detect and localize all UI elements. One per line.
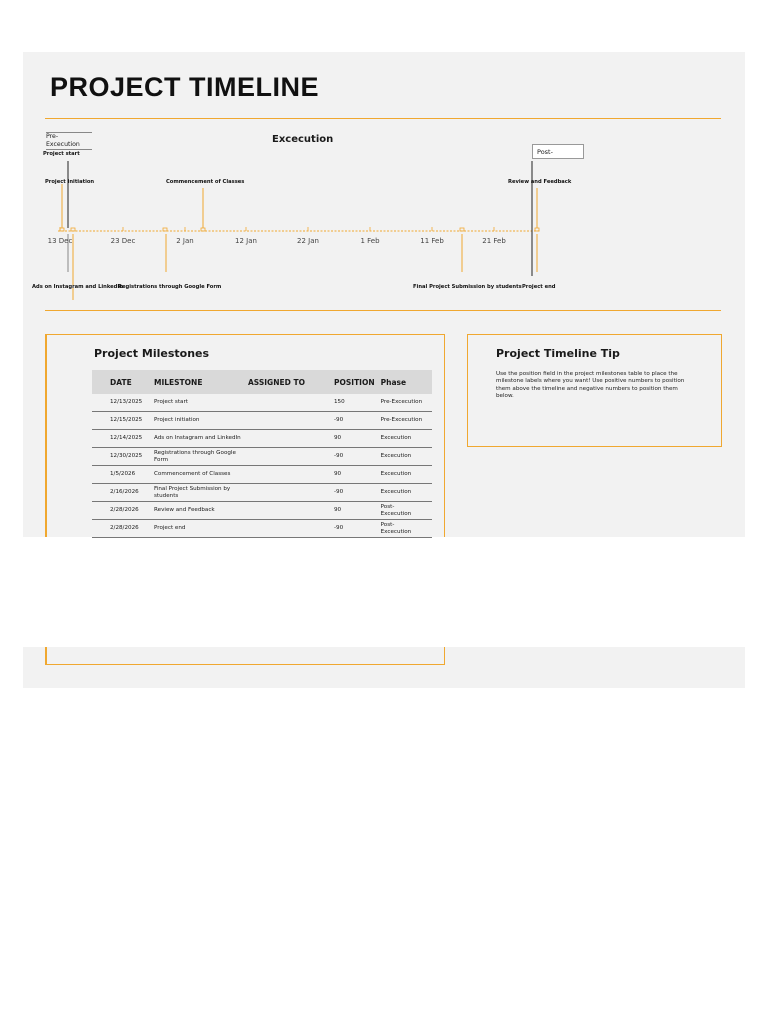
phase-label-pre-execution: Pre- Excecution xyxy=(46,132,92,150)
tick-label: 2 Jan xyxy=(176,237,194,245)
cell-milestone[interactable]: Review and Feedback xyxy=(148,502,242,520)
column-header-milestone[interactable]: MILESTONE xyxy=(148,370,242,394)
cell-date[interactable]: 12/30/2025 xyxy=(92,448,148,466)
cell-milestone[interactable]: Registrations through Google Form xyxy=(148,448,242,466)
cell-date[interactable]: 2/16/2026 xyxy=(92,484,148,502)
column-header-phase[interactable]: Phase xyxy=(375,370,432,394)
title-divider xyxy=(45,118,721,119)
cell-position[interactable]: -90 xyxy=(328,448,375,466)
cell-date[interactable]: 12/13/2025 xyxy=(92,394,148,412)
cell-assigned-to[interactable] xyxy=(242,520,328,538)
cell-milestone[interactable]: Final Project Submission by students xyxy=(148,484,242,502)
phase-label-post-execution: Post- xyxy=(532,144,584,159)
tick-label: 13 Dec xyxy=(47,237,73,245)
cell-date[interactable]: 12/14/2025 xyxy=(92,430,148,448)
tick-label: 23 Dec xyxy=(110,237,136,245)
cell-position[interactable]: 90 xyxy=(328,466,375,484)
tick-label: 12 Jan xyxy=(235,237,257,245)
milestone-label-commencement: Commencement of Classes xyxy=(166,179,245,185)
cell-milestone[interactable]: Project start xyxy=(148,394,242,412)
page-title: PROJECT TIMELINE xyxy=(50,72,320,102)
cell-date[interactable]: 12/15/2025 xyxy=(92,412,148,430)
milestone-label-ads: Ads on Instagram and LinkedIn xyxy=(32,284,124,290)
tip-panel-title: Project Timeline Tip xyxy=(496,347,620,360)
cell-position[interactable]: 150 xyxy=(328,394,375,412)
cell-date[interactable]: 2/28/2026 xyxy=(92,520,148,538)
cell-phase[interactable]: Pre-Excecution xyxy=(375,394,432,412)
cell-milestone[interactable]: Project initiation xyxy=(148,412,242,430)
table-row[interactable] xyxy=(92,484,432,502)
timeline-tick-marks xyxy=(60,227,494,231)
cell-milestone[interactable]: Ads on Instagram and LinkedIn xyxy=(148,430,242,448)
cell-phase[interactable]: Post- Excecution xyxy=(375,502,432,520)
milestone-label-registrations: Registrations through Google Form xyxy=(118,284,222,290)
table-row[interactable] xyxy=(92,466,432,484)
cell-date[interactable]: 1/5/2026 xyxy=(92,466,148,484)
tick-label: 21 Feb xyxy=(482,237,506,245)
cell-assigned-to[interactable] xyxy=(242,466,328,484)
milestone-label-review: Review and Feedback xyxy=(508,179,572,185)
cell-phase[interactable]: Excecution xyxy=(375,448,432,466)
cell-position[interactable]: -90 xyxy=(328,484,375,502)
milestones-panel-accent-lower xyxy=(45,647,47,665)
column-header-assigned-to[interactable]: ASSIGNED TO xyxy=(242,370,328,394)
cell-assigned-to[interactable] xyxy=(242,394,328,412)
milestones-table xyxy=(92,370,432,538)
cell-assigned-to[interactable] xyxy=(242,448,328,466)
table-row[interactable] xyxy=(92,430,432,448)
tick-label: 22 Jan xyxy=(297,237,319,245)
cell-assigned-to[interactable] xyxy=(242,502,328,520)
tip-panel xyxy=(467,334,722,447)
table-row[interactable] xyxy=(92,394,432,412)
timeline-svg xyxy=(23,120,745,310)
table-row[interactable] xyxy=(92,412,432,430)
cell-assigned-to[interactable] xyxy=(242,484,328,502)
cell-milestone[interactable]: Commencement of Classes xyxy=(148,466,242,484)
milestone-label-project-end: Project end xyxy=(522,284,556,290)
cell-phase[interactable]: Excecution xyxy=(375,430,432,448)
column-header-date[interactable]: DATE xyxy=(92,370,148,394)
table-row[interactable] xyxy=(92,502,432,520)
cell-phase[interactable]: Pre-Excecution xyxy=(375,412,432,430)
tick-label: 11 Feb xyxy=(420,237,444,245)
cell-assigned-to[interactable] xyxy=(242,412,328,430)
cell-phase[interactable]: Excecution xyxy=(375,466,432,484)
milestone-label-final-submission: Final Project Submission by students xyxy=(413,284,522,290)
milestone-label-project-initiation: Project initiation xyxy=(45,179,95,185)
phase-label-execution: Excecution xyxy=(272,134,334,145)
cell-position[interactable]: 90 xyxy=(328,430,375,448)
cell-position[interactable]: 90 xyxy=(328,502,375,520)
cell-assigned-to[interactable] xyxy=(242,430,328,448)
milestone-label-project-start: Project start xyxy=(43,151,80,157)
cell-milestone[interactable]: Project end xyxy=(148,520,242,538)
milestones-table-body xyxy=(92,394,432,538)
cell-phase[interactable]: Post- Excecution xyxy=(375,520,432,538)
cell-position[interactable]: -90 xyxy=(328,412,375,430)
milestones-panel-accent xyxy=(45,334,47,537)
milestones-panel-title: Project Milestones xyxy=(94,347,210,360)
column-header-position[interactable]: POSITION xyxy=(328,370,375,394)
tip-panel-text: Use the position field in the project milestones table to place the milestone labels where you want! Use positive numbers to position them above the timeline and negative numbers to position them below. xyxy=(496,371,685,400)
timeline-divider xyxy=(45,310,721,311)
table-header-row xyxy=(92,370,432,394)
table-row[interactable] xyxy=(92,520,432,538)
table-row[interactable] xyxy=(92,448,432,466)
cell-date[interactable]: 2/28/2026 xyxy=(92,502,148,520)
cell-phase[interactable]: Excecution xyxy=(375,484,432,502)
milestones-panel-footer xyxy=(45,647,445,665)
cell-position[interactable]: -90 xyxy=(328,520,375,538)
timeline-chart[interactable] xyxy=(23,120,745,310)
tick-label: 1 Feb xyxy=(360,237,380,245)
